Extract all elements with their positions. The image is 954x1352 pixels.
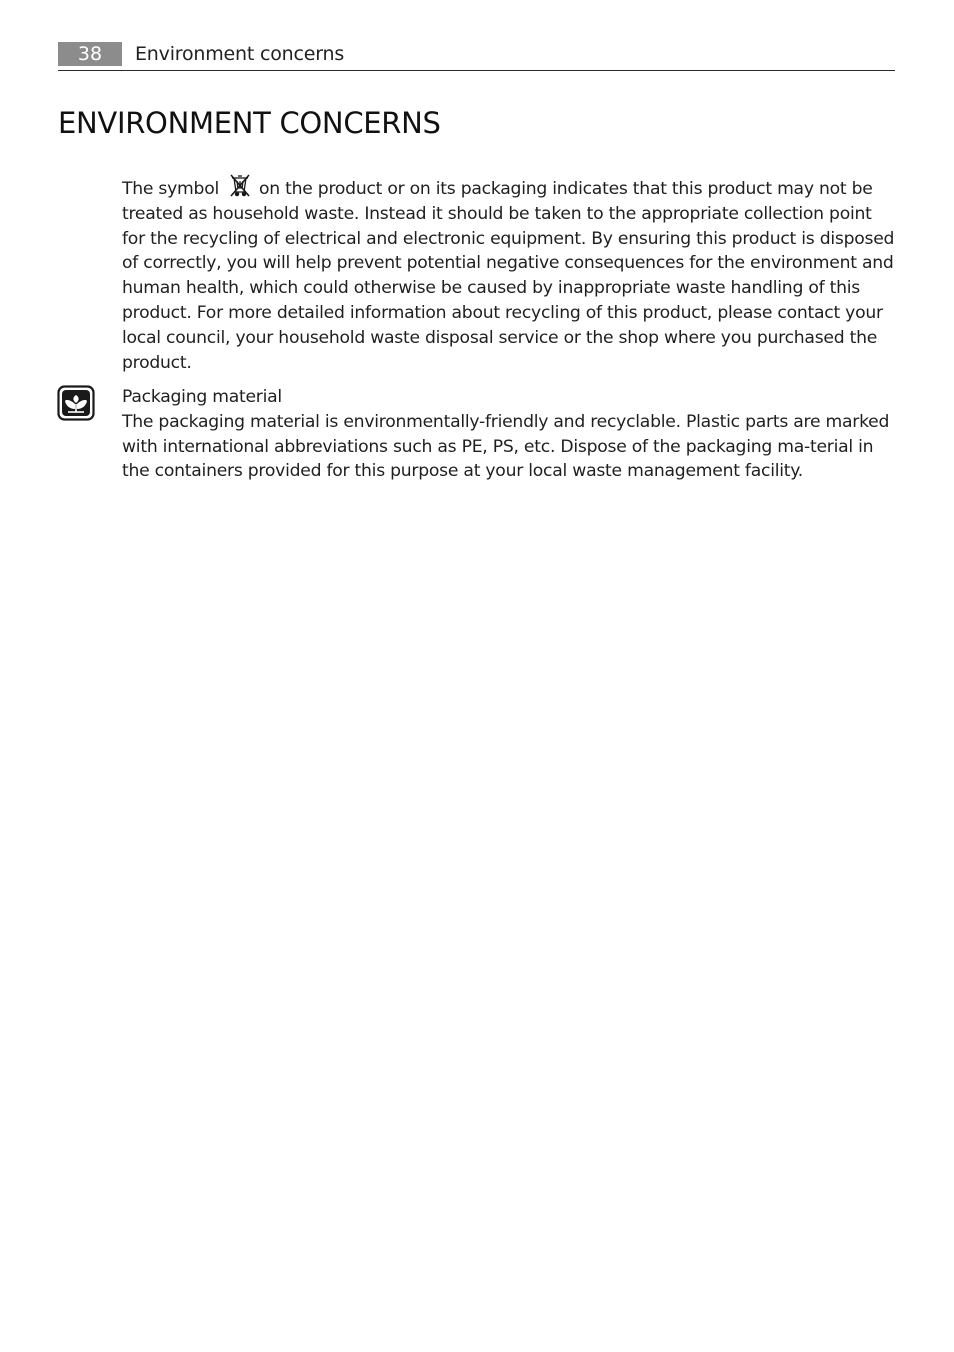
packaging-text: The packaging material is environmentally-friendly and recyclable. Plastic parts are marked with international abbreviations such as PE, PS, etc. Dispose of the packaging ma-terial in the containers provided for this purpose at your local waste management facility. xyxy=(122,411,890,482)
crossed-out-wheelie-bin-icon xyxy=(227,172,253,198)
running-header-title: Environment concerns xyxy=(135,43,345,65)
packaging-heading: Packaging material xyxy=(122,387,282,407)
weee-text-start: The symbol xyxy=(122,179,219,199)
page-title: ENVIRONMENT CONCERNS xyxy=(58,106,441,140)
weee-text-rest: on the product or on its packaging indicates that this product may not be treated as household waste. Instead it should be taken to the appropriate collection point for the recycling of electrical and electronic equipment. By ensuring this product is disposed of correctly, you will help prevent potential negative consequences for the environment and human health, which could otherwise be caused by inappropriate waste handling of this product. For more detailed information about recycling of this product, please contact your local council, your household waste disposal service or the shop where you purchased the product. xyxy=(122,179,895,373)
packaging-recycle-icon xyxy=(57,385,95,421)
page-header xyxy=(58,40,895,71)
weee-paragraph xyxy=(122,172,898,375)
page-number: 38 xyxy=(58,42,122,66)
packaging-section xyxy=(122,385,898,484)
